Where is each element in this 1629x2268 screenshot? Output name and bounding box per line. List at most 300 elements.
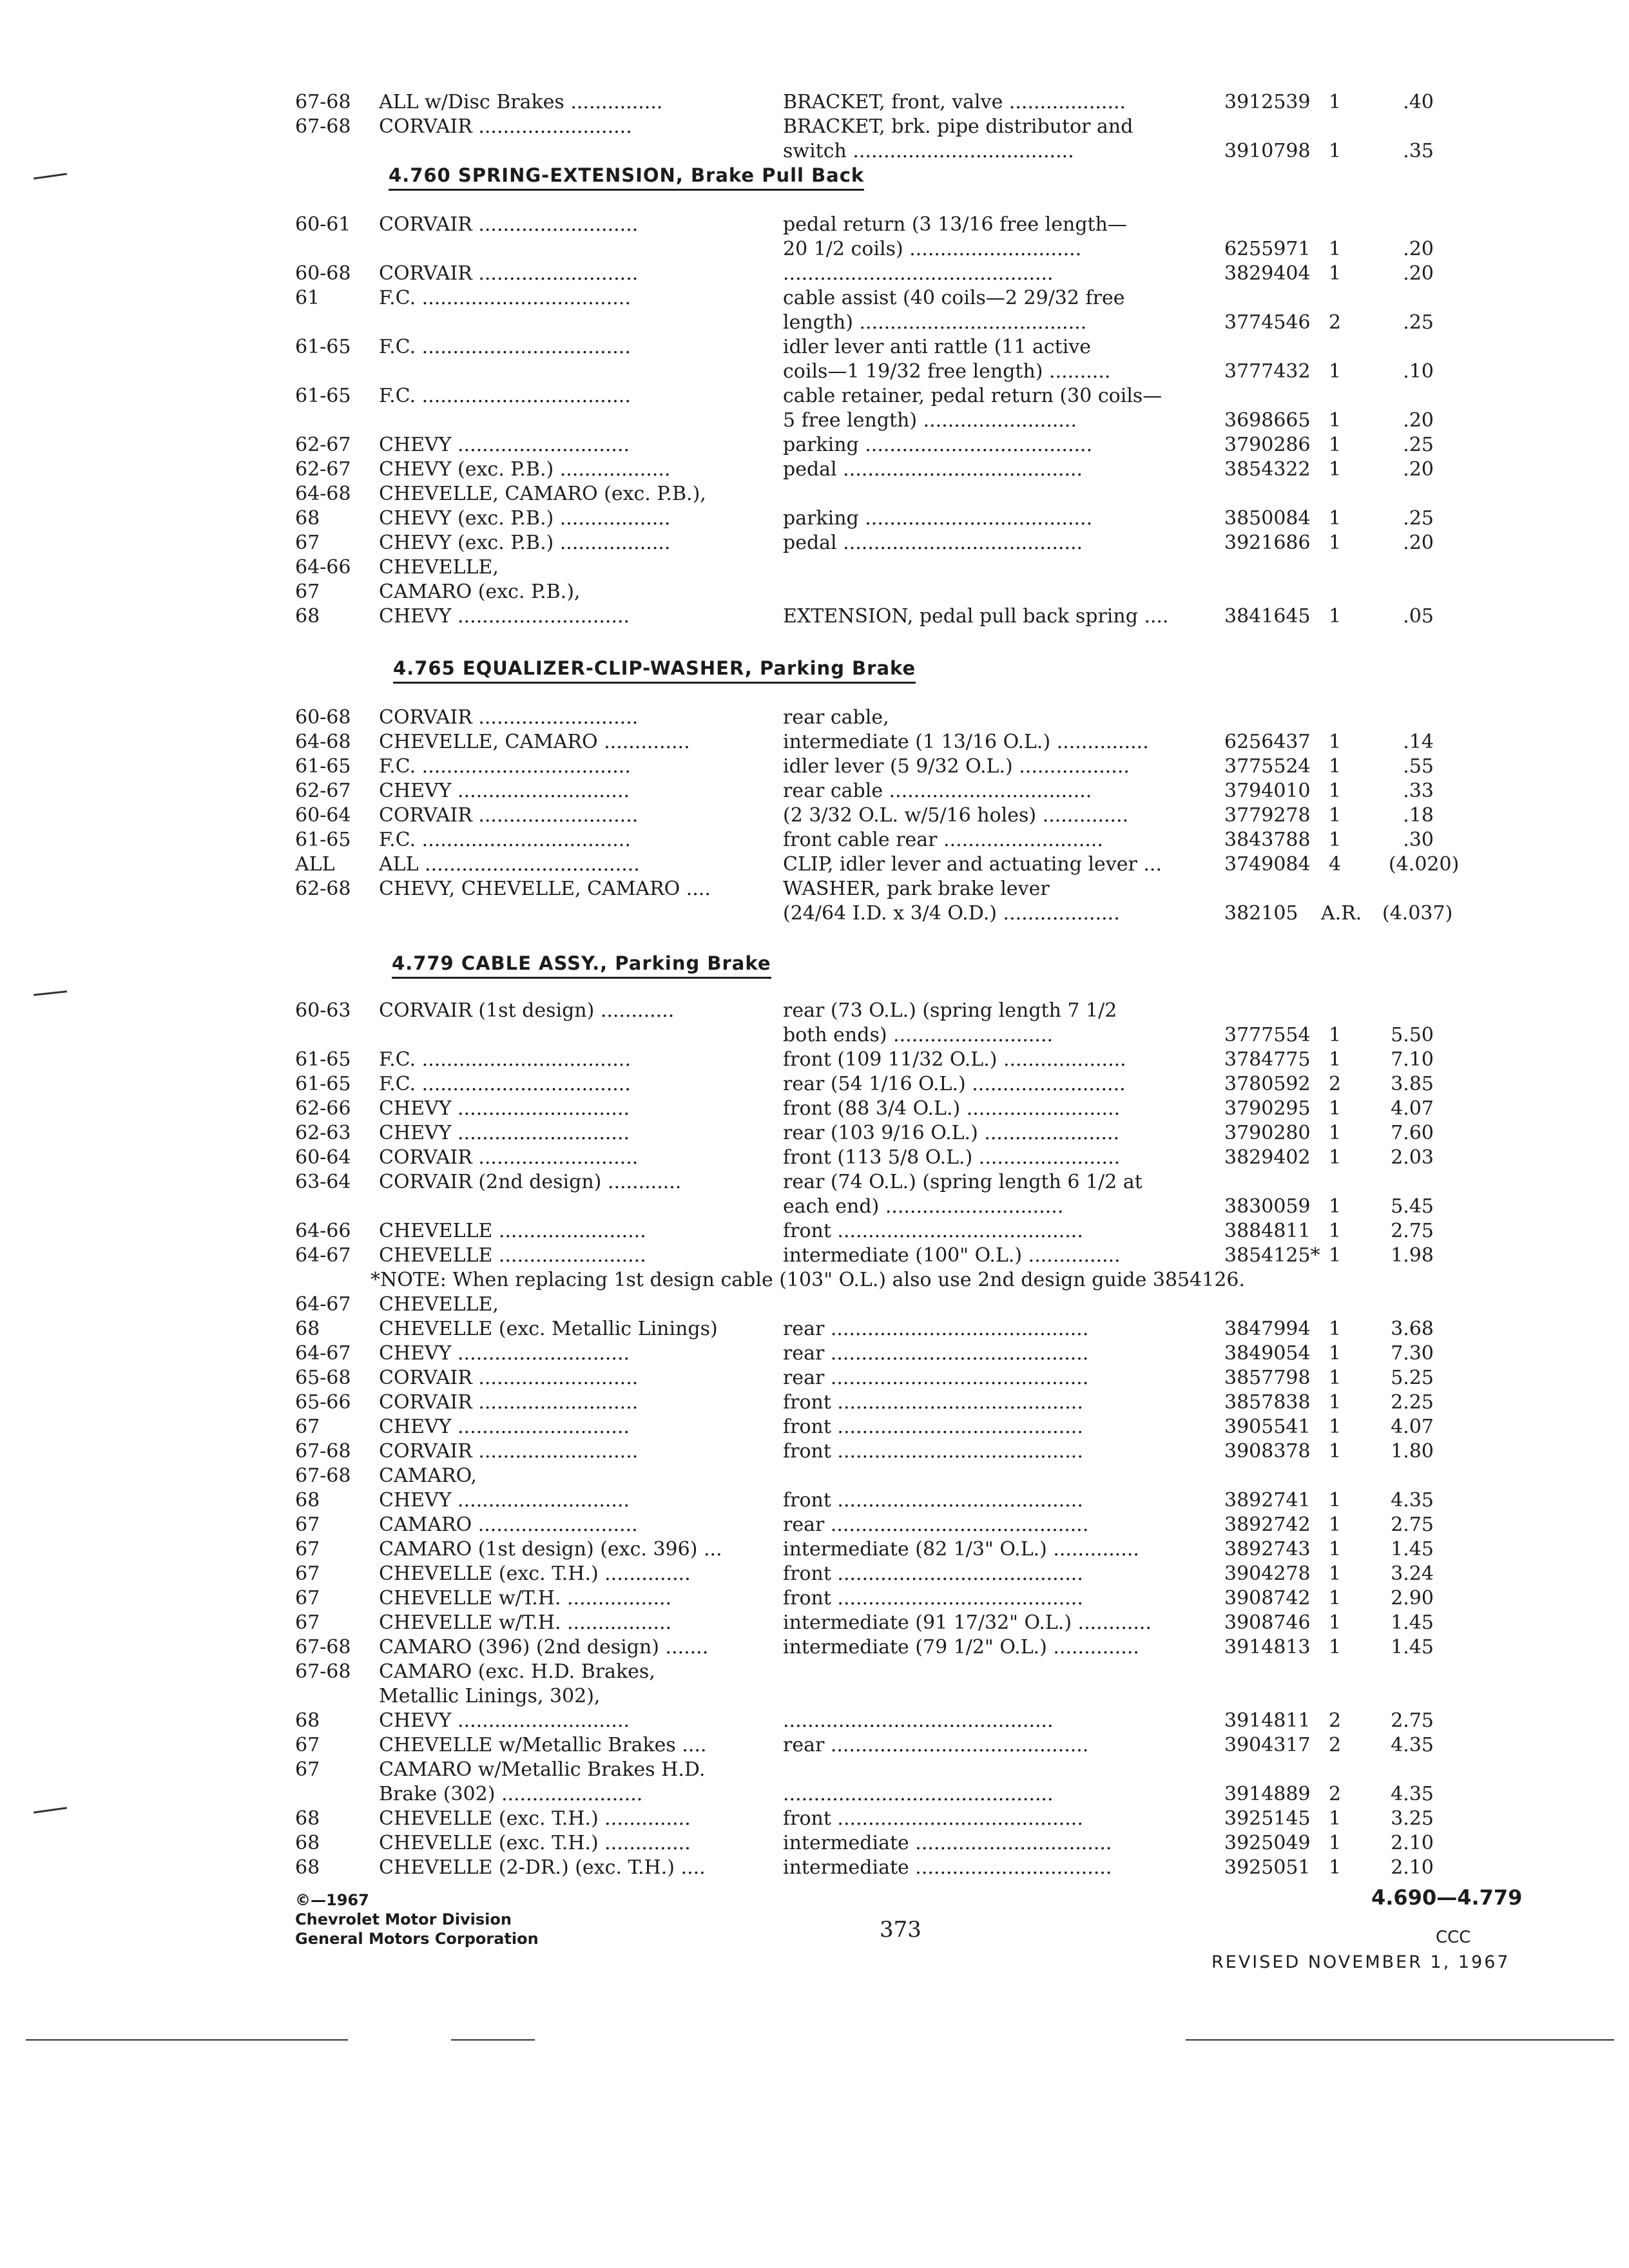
description: parking ..................................... [783,507,1093,530]
application: CAMARO w/Metallic Brakes H.D. [379,1758,706,1781]
model-years: 61 [295,287,320,309]
model-years: 67 [295,581,320,603]
description: BRACKET, front, valve ................... [783,91,1126,113]
part-number: 3892743 [1224,1538,1311,1561]
footnote-text: *NOTE: When replacing 1st design cable (103" O.L.) also use 2nd design guide 3854126. [371,1269,1246,1291]
part-number: 3908742 [1224,1587,1311,1610]
quantity: 1 [1329,1318,1342,1340]
part-number: 3908378 [1224,1440,1311,1463]
parts-row [0,803,1629,828]
part-number: 3780592 [1224,1073,1311,1095]
price: 2.75 [1391,1514,1434,1536]
model-years: 62-67 [295,434,351,456]
model-years: 68 [295,1489,320,1512]
application: CAMARO (396) (2nd design) ....... [379,1636,709,1658]
note-row [0,1268,1629,1293]
parts-row [0,262,1629,286]
model-years: 68 [295,605,320,628]
quantity: 1 [1329,1807,1342,1830]
price: 3.85 [1391,1073,1434,1095]
description: (2 3/32 O.L. w/5/16 holes) .............. [783,804,1129,827]
parts-row [0,1513,1629,1537]
part-number: 6256437 [1224,731,1311,753]
application: CHEVELLE (exc. Metallic Linings) [379,1318,718,1340]
parts-row [0,311,1629,335]
quantity: 1 [1329,1538,1342,1561]
quantity: 1 [1329,1024,1342,1046]
model-years: 60-64 [295,1146,351,1169]
model-years: 67 [295,1758,320,1781]
part-number: 3925049 [1224,1832,1311,1854]
description: coils—1 19/32 free length) .......... [783,360,1111,383]
application: CAMARO .......................... [379,1514,638,1536]
model-years: 62-63 [295,1122,351,1144]
parts-row [0,1219,1629,1244]
quantity: 1 [1329,238,1342,260]
quantity: A.R. [1321,902,1362,925]
application: CHEVY ............................ [379,1709,630,1732]
quantity: 1 [1329,1489,1342,1512]
price: .35 [1403,140,1434,162]
part-number: 3777554 [1224,1024,1311,1046]
parts-row [0,706,1629,730]
quantity: 1 [1329,1611,1342,1634]
price: .55 [1403,755,1434,778]
part-number: 3854125* [1224,1244,1320,1267]
scan-edge-line [26,2039,348,2041]
quantity: 1 [1329,1220,1342,1242]
model-years: 67 [295,1514,320,1536]
part-number: 3830059 [1224,1195,1311,1218]
model-years: 61-65 [295,1073,351,1095]
description: idler lever anti rattle (11 active [783,336,1092,358]
description: EXTENSION, pedal pull back spring .... [783,605,1169,628]
quantity: 1 [1329,262,1342,285]
price: 2.90 [1391,1587,1434,1610]
part-number: 3790295 [1224,1097,1311,1120]
description: intermediate (1 13/16 O.L.) ............... [783,731,1149,753]
application: F.C. .................................. [379,1073,631,1095]
price: .25 [1403,434,1434,456]
application: CAMARO (1st design) (exc. 396) ... [379,1538,722,1561]
parts-row [0,1146,1629,1170]
price: .20 [1403,409,1434,432]
part-number: 3925051 [1224,1856,1311,1879]
quantity: 1 [1329,91,1342,113]
price: 1.45 [1391,1636,1434,1658]
parts-row [0,1415,1629,1439]
parts-row [0,730,1629,754]
price: .33 [1403,780,1434,802]
price: 3.68 [1391,1318,1434,1340]
price: .25 [1403,507,1434,530]
part-number: 3698665 [1224,409,1311,432]
application: CORVAIR (2nd design) ............ [379,1171,682,1193]
model-years: 68 [295,507,320,530]
application: ALL ................................... [379,853,640,876]
model-years: 67-68 [295,1660,351,1683]
description: intermediate (91 17/32" O.L.) ............ [783,1611,1152,1634]
parts-row [0,115,1629,139]
quantity: 1 [1329,1244,1342,1267]
footer-code: CCC [1436,1928,1471,1947]
parts-row [0,1782,1629,1807]
application: CHEVY ............................ [379,1489,630,1512]
quantity: 1 [1329,1367,1342,1389]
model-years: 68 [295,1856,320,1879]
application: CHEVY ............................ [379,1122,630,1144]
footer-copyright: ©—1967 [295,1891,369,1909]
scan-edge-line [1186,2039,1614,2041]
parts-row [0,1562,1629,1586]
parts-row [0,1244,1629,1268]
application: CHEVELLE w/T.H. ................. [379,1611,672,1634]
parts-row [0,433,1629,457]
description: intermediate (79 1/2" O.L.) .............. [783,1636,1139,1658]
price: 4.07 [1391,1097,1434,1120]
application: F.C. .................................. [379,336,631,358]
price: 1.45 [1391,1538,1434,1561]
description: pedal ....................................... [783,458,1083,481]
model-years: 68 [295,1709,320,1732]
description: front ........................................ [783,1416,1083,1438]
part-number: 382105 [1224,902,1298,925]
model-years: 67-68 [295,1465,351,1487]
part-number: 3850084 [1224,507,1311,530]
part-number: 3892741 [1224,1489,1311,1512]
description: 5 free length) ......................... [783,409,1077,432]
price: 7.30 [1391,1342,1434,1365]
price: 4.35 [1391,1783,1434,1805]
price: .30 [1403,829,1434,851]
application: ALL w/Disc Brakes ............... [379,91,663,113]
description: front (88 3/4 O.L.) ......................... [783,1097,1121,1120]
application: Metallic Linings, 302), [379,1685,601,1707]
model-years: 67 [295,1611,320,1634]
parts-row [0,999,1629,1023]
part-number: 3774546 [1224,311,1311,334]
footer-corporation: General Motors Corporation [295,1930,539,1948]
description: BRACKET, brk. pipe distributor and [783,115,1133,138]
parts-row [0,1660,1629,1684]
model-years: 60-61 [295,213,351,236]
part-number: 3857798 [1224,1367,1311,1389]
part-number: 3775524 [1224,755,1311,778]
price: 1.80 [1391,1440,1434,1463]
description: rear (74 O.L.) (spring length 6 1/2 at [783,1171,1142,1193]
quantity: 1 [1329,1342,1342,1365]
parts-row [0,384,1629,408]
parts-row [0,1464,1629,1488]
quantity: 1 [1329,532,1342,554]
model-years: 67 [295,1587,320,1610]
description: front (109 11/32 O.L.) .................... [783,1048,1126,1071]
model-years: 63-64 [295,1171,351,1193]
application: CHEVY ............................ [379,1342,630,1365]
part-number: 3910798 [1224,140,1311,162]
parts-row [0,1317,1629,1341]
parts-row [0,1635,1629,1660]
description: rear .......................................... [783,1367,1089,1389]
model-years: 67-68 [295,115,351,138]
application: F.C. .................................. [379,287,631,309]
application: CHEVELLE (exc. T.H.) .............. [379,1807,691,1830]
description: both ends) .......................... [783,1024,1054,1046]
description: front ........................................ [783,1391,1083,1414]
parts-row [0,360,1629,384]
application: CHEVELLE ........................ [379,1220,646,1242]
parts-row [0,604,1629,629]
model-years: 67-68 [295,1636,351,1658]
description: ............................................ [783,1709,1054,1732]
quantity: 1 [1329,1146,1342,1169]
model-years: 62-66 [295,1097,351,1120]
quantity: 2 [1329,1073,1342,1095]
part-number: 3912539 [1224,91,1311,113]
description: switch .................................... [783,140,1074,162]
quantity: 1 [1329,507,1342,530]
quantity: 1 [1329,1562,1342,1585]
application: CHEVELLE ........................ [379,1244,646,1267]
part-number: 3784775 [1224,1048,1311,1071]
model-years: 61-65 [295,829,351,851]
parts-row [0,237,1629,262]
price: 7.60 [1391,1122,1434,1144]
price: 2.03 [1391,1146,1434,1169]
section-title: 4.760 SPRING-EXTENSION, Brake Pull Back [389,164,864,191]
parts-row [0,1488,1629,1513]
quantity: 1 [1329,1416,1342,1438]
application: CHEVY ............................ [379,1097,630,1120]
description: front ........................................ [783,1587,1083,1610]
revised-date: REVISED NOVEMBER 1, 1967 [1211,1952,1510,1972]
application: CORVAIR .......................... [379,262,639,285]
price: 1.45 [1391,1611,1434,1634]
parts-row [0,1097,1629,1121]
model-years: 60-68 [295,706,351,729]
application: CORVAIR .......................... [379,1367,639,1389]
model-years: 68 [295,1318,320,1340]
quantity: 2 [1329,311,1342,334]
part-number: 3849054 [1224,1342,1311,1365]
parts-row [0,1439,1629,1464]
application: CORVAIR .......................... [379,1391,639,1414]
description: rear .......................................... [783,1342,1089,1365]
model-years: 67 [295,532,320,554]
quantity: 1 [1329,434,1342,456]
model-years: 62-67 [295,458,351,481]
part-number: 3749084 [1224,853,1311,876]
quantity: 1 [1329,1832,1342,1854]
application: Brake (302) ....................... [379,1783,643,1805]
quantity: 1 [1329,140,1342,162]
page-number: 373 [880,1917,921,1943]
part-number: 3794010 [1224,780,1311,802]
model-years: 60-64 [295,804,351,827]
parts-row [0,1733,1629,1758]
parts-row [0,1121,1629,1146]
description: parking ..................................... [783,434,1093,456]
section-range: 4.690—4.779 [1371,1885,1523,1910]
price: 2.75 [1391,1709,1434,1732]
price: .20 [1403,262,1434,285]
part-number: 3854322 [1224,458,1311,481]
price: 3.24 [1391,1562,1434,1585]
model-years: 67-68 [295,91,351,113]
parts-row [0,852,1629,877]
quantity: 1 [1329,829,1342,851]
price: (4.037) [1382,902,1453,925]
description: front (113 5/8 O.L.) ....................... [783,1146,1121,1169]
application: CHEVELLE (2-DR.) (exc. T.H.) .... [379,1856,706,1879]
application: CHEVY (exc. P.B.) .................. [379,532,671,554]
model-years: 65-66 [295,1391,351,1414]
application: CHEVELLE, CAMARO .............. [379,731,690,753]
quantity: 1 [1329,780,1342,802]
price: .10 [1403,360,1434,383]
section-title: 4.779 CABLE ASSY., Parking Brake [392,952,771,979]
parts-row [0,754,1629,779]
application: CHEVY ............................ [379,1416,630,1438]
price: (4.020) [1389,853,1460,876]
quantity: 1 [1329,458,1342,481]
model-years: 67 [295,1416,320,1438]
price: .40 [1403,91,1434,113]
part-number: 3843788 [1224,829,1311,851]
application: CAMARO (exc. P.B.), [379,581,581,603]
model-years: 68 [295,1807,320,1830]
price: 2.25 [1391,1391,1434,1414]
quantity: 2 [1329,1734,1342,1756]
parts-row [0,1170,1629,1195]
price: 2.75 [1391,1220,1434,1242]
price: .25 [1403,311,1434,334]
price: 2.10 [1391,1832,1434,1854]
application: CORVAIR .......................... [379,1440,639,1463]
description: (24/64 I.D. x 3/4 O.D.) ................... [783,902,1120,925]
parts-row [0,286,1629,311]
model-years: 64-68 [295,483,351,505]
description: WASHER, park brake lever [783,878,1050,900]
model-years: 60-68 [295,262,351,285]
parts-row [0,1390,1629,1415]
price: 4.07 [1391,1416,1434,1438]
price: 4.35 [1391,1734,1434,1756]
price: 3.25 [1391,1807,1434,1830]
description: CLIP, idler lever and actuating lever ... [783,853,1162,876]
quantity: 1 [1329,1636,1342,1658]
part-number: 3892742 [1224,1514,1311,1536]
price: .14 [1403,731,1434,753]
application: CHEVELLE, [379,1293,499,1316]
part-number: 3905541 [1224,1416,1311,1438]
application: CHEVELLE w/Metallic Brakes .... [379,1734,707,1756]
part-number: 3914889 [1224,1783,1311,1805]
quantity: 4 [1329,853,1342,876]
part-number: 3914811 [1224,1709,1311,1732]
description: rear (54 1/16 O.L.) ......................... [783,1073,1126,1095]
description: front ........................................ [783,1562,1083,1585]
model-years: 67 [295,1562,320,1585]
model-years: ALL [295,853,335,876]
model-years: 61-65 [295,1048,351,1071]
scan-edge-line [451,2039,535,2041]
application: CAMARO, [379,1465,477,1487]
parts-row [0,1684,1629,1709]
parts-row [0,531,1629,555]
parts-row [0,1341,1629,1366]
quantity: 2 [1329,1783,1342,1805]
description: idler lever (5 9/32 O.L.) .................. [783,755,1130,778]
price: 5.45 [1391,1195,1434,1218]
footer-division: Chevrolet Motor Division [295,1910,512,1928]
description: front cable rear .......................... [783,829,1103,851]
part-number: 3925145 [1224,1807,1311,1830]
part-number: 3829402 [1224,1146,1311,1169]
parts-row [0,1709,1629,1733]
application: F.C. .................................. [379,385,631,407]
application: CHEVELLE, [379,556,499,579]
price: .20 [1403,238,1434,260]
parts-row [0,828,1629,852]
application: F.C. .................................. [379,1048,631,1071]
quantity: 1 [1329,1587,1342,1610]
part-number: 3829404 [1224,262,1311,285]
quantity: 2 [1329,1709,1342,1732]
quantity: 1 [1329,1440,1342,1463]
parts-row [0,1072,1629,1097]
application: CORVAIR .......................... [379,213,639,236]
quantity: 1 [1329,1097,1342,1120]
description: cable retainer, pedal return (30 coils— [783,385,1162,407]
description: rear .......................................... [783,1734,1089,1756]
parts-row [0,901,1629,926]
parts-row [0,90,1629,115]
section-title: 4.765 EQUALIZER-CLIP-WASHER, Parking Brake [393,657,916,684]
quantity: 1 [1329,605,1342,628]
description: front ........................................ [783,1489,1083,1512]
model-years: 64-66 [295,1220,351,1242]
description: intermediate ................................ [783,1856,1112,1879]
application: F.C. .................................. [379,755,631,778]
application: CHEVELLE (exc. T.H.) .............. [379,1562,691,1585]
part-number: 3841645 [1224,605,1311,628]
description: each end) ............................. [783,1195,1064,1218]
price: 5.50 [1391,1024,1434,1046]
model-years: 64-68 [295,731,351,753]
parts-row [0,457,1629,482]
quantity: 1 [1329,755,1342,778]
application: CHEVY (exc. P.B.) .................. [379,458,671,481]
price: .20 [1403,532,1434,554]
description: rear cable ................................. [783,780,1092,802]
model-years: 62-67 [295,780,351,802]
model-years: 67-68 [295,1440,351,1463]
part-number: 3904278 [1224,1562,1311,1585]
description: ............................................ [783,262,1054,285]
model-years: 62-68 [295,878,351,900]
parts-row [0,139,1629,164]
description: rear .......................................... [783,1318,1089,1340]
description: rear (73 O.L.) (spring length 7 1/2 [783,999,1117,1022]
parts-row [0,408,1629,433]
quantity: 1 [1329,804,1342,827]
parts-row [0,482,1629,506]
price: 5.25 [1391,1367,1434,1389]
model-years: 64-67 [295,1244,351,1267]
part-number: 3884811 [1224,1220,1311,1242]
part-number: 3847994 [1224,1318,1311,1340]
